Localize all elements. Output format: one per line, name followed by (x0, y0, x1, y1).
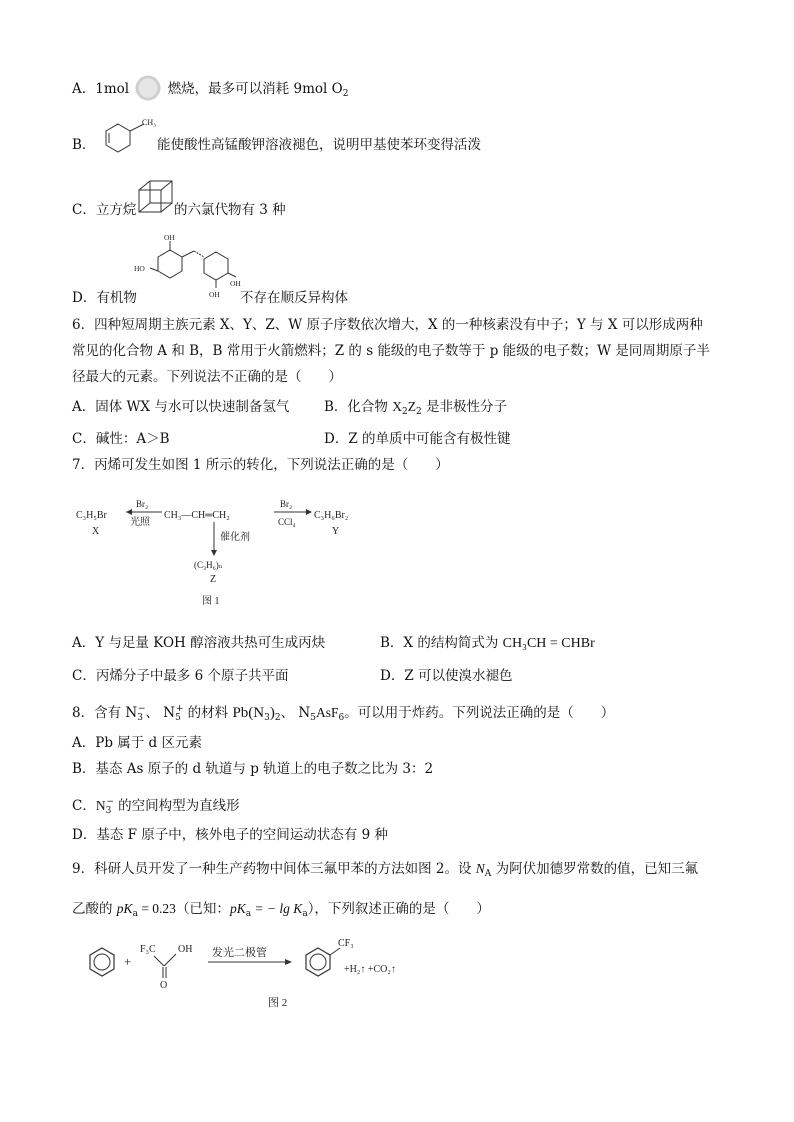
q6-stem-line1: 6．四种短周期主族元素 X、Y、Z、W 原子序数依次增大，X 的一种核素没有中子；Y 与 X 可以形成两种 (72, 317, 703, 333)
q6-option-b: B．化合物 $X_2Z_2$ 是非极性分子 (324, 399, 507, 417)
catalyst-label: 催化剂 (220, 532, 250, 543)
q6-option-a: A．固体 WX 与水可以快速制备氢气 (72, 399, 290, 415)
light-condition: 光照 (130, 517, 150, 528)
q7-option-a: A．Y 与足量 KOH 醇溶液共热可生成丙炔 (72, 635, 326, 651)
q5-c-pre: C．立方烷 (72, 202, 137, 218)
q5-b-pre: B． (72, 137, 96, 153)
q5-option-d-text (240, 289, 348, 307)
oh-bottom: OH (209, 290, 220, 299)
q8-option-b: B．基态 As 原子的 d 轨道与 p 轨道上的电子数之比为 3：2 (72, 761, 434, 777)
q5-a-pre: A．1mol (72, 81, 130, 97)
ho-left: HO (134, 264, 145, 273)
q7-stem: 7．丙烯可发生如图 1 所示的转化，下列说法正确的是（ ） (72, 457, 449, 473)
q5-option-c (72, 201, 136, 219)
plus-sign: + (124, 954, 132, 969)
q5-option-b-text (157, 136, 481, 154)
propene-formula: CH₃—CH═CH₂ (164, 510, 230, 521)
q7-option-d: D．Z 可以使溴水褪色 (380, 668, 513, 684)
q9-stem-line2: 乙酸的 $pK_a = 0.23$（已知：$pK_a$ = − $\lg K_a$），下列叙述正确的是（ ） (72, 901, 490, 919)
q5-d-post: 不存在顺反异构体 (240, 290, 348, 306)
q5-d-pre: D．有机物 (72, 290, 137, 306)
br2-left: Br₂ (136, 499, 149, 509)
q5-c-post: 的六氯代物有 3 种 (174, 202, 286, 218)
oh-top: OH (164, 233, 175, 242)
figure-2-caption: 图 2 (268, 997, 288, 1009)
q8-option-d: D．基态 F 原子中，核外电子的空间运动状态有 9 种 (72, 827, 388, 843)
x-label: X (92, 526, 100, 537)
figure-2-reaction-scheme (80, 934, 460, 1014)
y-formula: C₃H₆Br₂ (314, 510, 349, 521)
z-formula: (C₃H₆)ₙ (194, 560, 223, 570)
q5-option-d (72, 289, 137, 307)
q7-option-c: C．丙烯分子中最多 6 个原子共平面 (72, 668, 289, 684)
z-label: Z (210, 574, 217, 585)
q6-option-c: C．碱性：A＞B (72, 431, 170, 447)
ccl4-condition: CCl₄ (278, 517, 296, 527)
q5-b-post: 能使酸性高锰酸钾溶液褪色，说明甲基使苯环变得活泼 (157, 137, 481, 153)
q5-option-b (72, 136, 95, 154)
blurred-molecule-image (133, 73, 163, 103)
cubane-structure (136, 178, 178, 216)
q8-option-a: A．Pb 属于 d 区元素 (72, 735, 202, 751)
x-formula: C₃H₅Br (76, 510, 107, 521)
q8-stem: 8．含有 $N_3^-$、 $N_5^+$ 的材料 $Pb(N_3)_2$、 $N_5AsF_6$。可以用于炸药。下列说法正确的是（ ） (72, 704, 615, 723)
byproducts: +H₂↑ +CO₂↑ (344, 964, 396, 975)
figure-1-caption: 图 1 (202, 596, 220, 607)
q6-stem-line3: 径最大的元素。下列说法不正确的是（ ） (72, 369, 342, 385)
cf3-label: CF₃ (338, 938, 354, 949)
q5-option-a: A．1mol 燃烧，最多可以消耗 9mol $O_2$ (72, 80, 348, 103)
q9-stem-line1: 9．科研人员开发了一种生产药物中间体三氟甲苯的方法如图 2。设 $N_A$ 为阿伏加德罗常数的值，已知三氟 (72, 861, 699, 879)
figure-1-reaction-scheme (74, 488, 374, 608)
br2-right: Br₂ (280, 499, 293, 509)
y-label: Y (332, 526, 340, 537)
q6-option-d: D．Z 的单质中可能含有极性键 (324, 431, 511, 447)
oh-right: OH (230, 279, 241, 288)
stilbene-structure (132, 230, 244, 302)
q5-a-post: 燃烧，最多可以消耗 9mol O (167, 81, 343, 97)
toluene-structure (96, 116, 160, 158)
q8-option-c: C．$N_3^-$ 的空间构型为直线形 (72, 797, 240, 816)
q6-stem-line2: 常见的化合物 A 和 B，B 常用于火箭燃料；Z 的 s 能级的电子数等于 p 能级的电子数；W 是同周期原子半 (72, 343, 710, 359)
f3c-label: F₃C (140, 944, 156, 955)
q7-option-b: B．X 的结构简式为 CH₃CH = CHBr (380, 635, 595, 651)
methyl-label: CH₃ (142, 118, 156, 127)
carbonyl-o-label: O (160, 980, 168, 991)
led-condition: 发光二极管 (212, 947, 267, 959)
oh-label: OH (178, 944, 193, 955)
q5-option-c-text (174, 201, 286, 219)
